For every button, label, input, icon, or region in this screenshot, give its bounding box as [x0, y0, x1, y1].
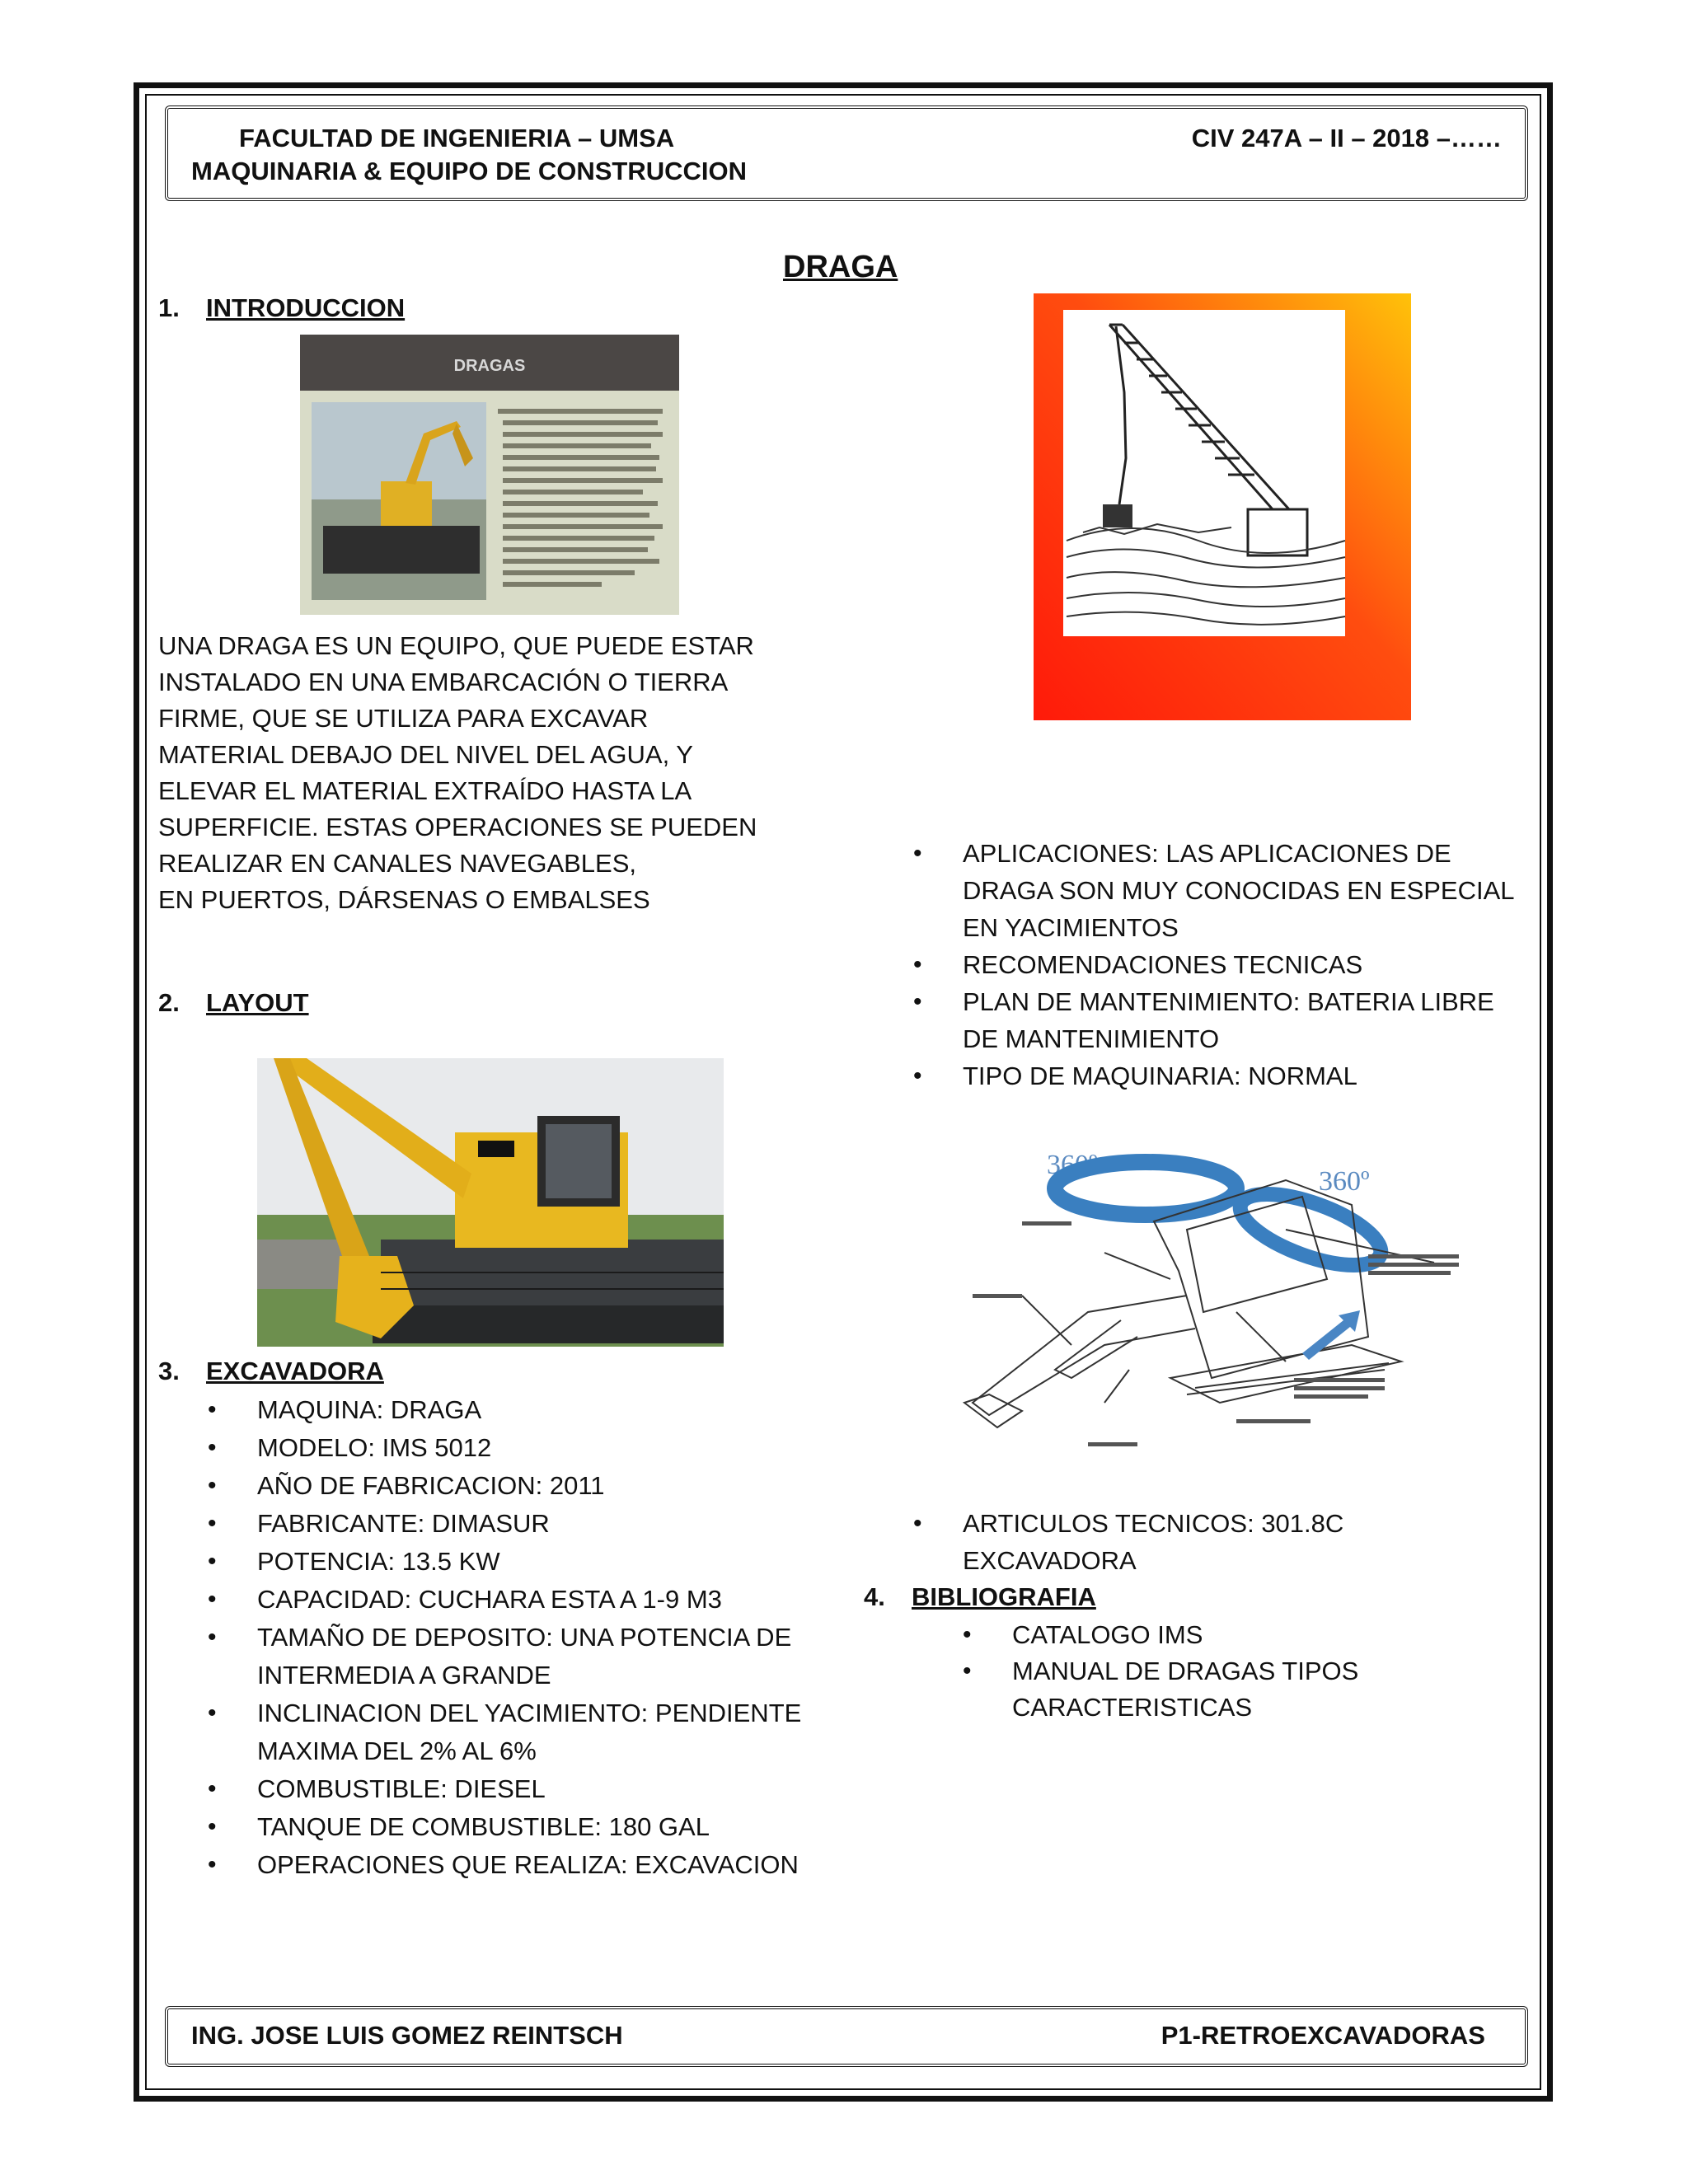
section-title: LAYOUT	[206, 988, 309, 1017]
list-item: • AÑO DE FABRICACION: 2011	[208, 1467, 818, 1505]
list-item: • OPERACIONES QUE REALIZA: EXCAVACION	[208, 1846, 818, 1884]
header-faculty: FACULTAD DE INGENIERIA – UMSA	[239, 124, 675, 152]
amphibious-excavator-photo	[257, 1058, 724, 1347]
dragline-sketch-image	[1034, 293, 1411, 720]
intro-paragraph	[158, 628, 818, 918]
section-title: BIBLIOGRAFIA	[912, 1582, 1096, 1611]
section-heading-excavadora	[158, 1357, 384, 1386]
header-course: MAQUINARIA & EQUIPO DE CONSTRUCCION	[191, 157, 747, 185]
header-code: CIV 247A – II – 2018 –……	[1191, 124, 1502, 152]
list-item: • POTENCIA: 13.5 KW	[208, 1543, 818, 1581]
section-title: INTRODUCCION	[206, 293, 406, 322]
slide-banner-text: DRAGAS	[453, 357, 526, 375]
list-item: • COMBUSTIBLE: DIESEL	[208, 1770, 818, 1808]
list-item: • CATALOGO IMS	[963, 1617, 1424, 1653]
excavator-seal-diagram	[940, 1131, 1484, 1460]
articulos-list	[913, 1505, 1424, 1579]
bibliografia-list	[963, 1617, 1424, 1726]
rotation-label-right: 360º	[1319, 1166, 1370, 1197]
footer-author: ING. JOSE LUIS GOMEZ REINTSCH	[191, 2021, 623, 2050]
list-item: • RECOMENDACIONES TECNICAS	[913, 946, 1523, 983]
section-heading-intro	[158, 293, 405, 323]
header-box	[165, 105, 1528, 201]
list-item: • MAQUINA: DRAGA	[208, 1391, 818, 1429]
list-item: • CAPACIDAD: CUCHARA ESTA A 1-9 M3	[208, 1581, 818, 1619]
list-item: • PLAN DE MANTENIMIENTO: BATERIA LIBRE DE MANTENIMIENTO	[913, 983, 1523, 1057]
intro-line: ELEVAR EL MATERIAL EXTRAÍDO HASTA LA	[158, 776, 692, 805]
list-item: • TAMAÑO DE DEPOSITO: UNA POTENCIA DE INTERMEDIA A GRANDE	[208, 1619, 818, 1694]
excavadora-spec-list	[208, 1391, 818, 1884]
section-title: EXCAVADORA	[206, 1357, 384, 1385]
list-item: • INCLINACION DEL YACIMIENTO: PENDIENTE MAXIMA DEL 2% AL 6%	[208, 1694, 818, 1770]
dragas-slide-image	[300, 335, 679, 615]
page-title: DRAGA	[783, 250, 898, 284]
intro-line: EN PUERTOS, DÁRSENAS O EMBALSES	[158, 885, 650, 914]
right-bullet-list	[913, 835, 1523, 1094]
intro-line: SUPERFICIE. ESTAS OPERACIONES SE PUEDEN	[158, 813, 757, 841]
list-item: • TIPO DE MAQUINARIA: NORMAL	[913, 1057, 1523, 1094]
intro-line: UNA DRAGA ES UN EQUIPO, QUE PUEDE ESTAR	[158, 631, 754, 660]
list-item: • MANUAL DE DRAGAS TIPOS CARACTERISTICAS	[963, 1653, 1424, 1726]
intro-line: MATERIAL DEBAJO DEL NIVEL DEL AGUA, Y	[158, 740, 693, 769]
list-item: • APLICACIONES: LAS APLICACIONES DE DRAGA SON MUY CONOCIDAS EN ESPECIAL EN YACIMIENTOS	[913, 835, 1523, 946]
rotation-label-left: 360º	[1047, 1150, 1098, 1180]
section-number: 3.	[158, 1357, 180, 1385]
section-heading-layout	[158, 988, 309, 1018]
list-item: • ARTICULOS TECNICOS: 301.8C EXCAVADORA	[913, 1505, 1424, 1579]
list-item: • MODELO: IMS 5012	[208, 1429, 818, 1467]
section-number: 1.	[158, 293, 180, 322]
intro-line: REALIZAR EN CANALES NAVEGABLES,	[158, 849, 637, 878]
list-item: • FABRICANTE: DIMASUR	[208, 1505, 818, 1543]
intro-line: FIRME, QUE SE UTILIZA PARA EXCAVAR	[158, 704, 649, 733]
section-number: 2.	[158, 988, 180, 1017]
list-item: • TANQUE DE COMBUSTIBLE: 180 GAL	[208, 1808, 818, 1846]
intro-line: INSTALADO EN UNA EMBARCACIÓN O TIERRA	[158, 668, 729, 696]
section-heading-bibliografia	[864, 1582, 1096, 1612]
footer-code: P1-RETROEXCAVADORAS	[1160, 2021, 1485, 2050]
section-number: 4.	[864, 1582, 885, 1611]
